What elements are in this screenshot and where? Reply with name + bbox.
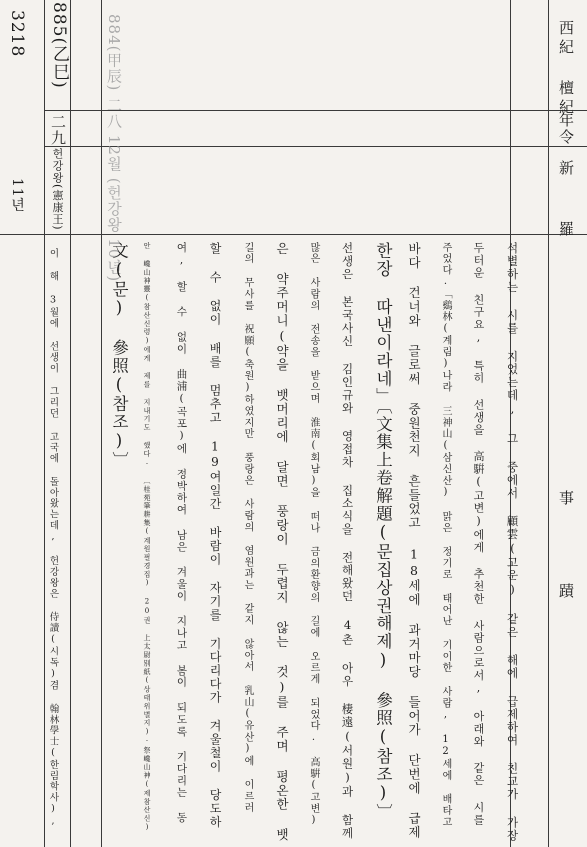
body-line: 은 약주머니(약을 뱃머리에 달면 풍랑이 두렵지 않는 것)를 주며 평온한 뱃 xyxy=(274,242,290,842)
reign-year: 11년 xyxy=(9,178,25,213)
kingdom-column-label: 新 羅 xyxy=(557,160,575,250)
column-divider xyxy=(44,0,45,847)
row-divider xyxy=(44,146,587,147)
body-line: 한장 따낸이라네」〔文集上卷解題(문집상권해제) 參照(참조)〕 xyxy=(373,242,393,822)
events-column-label: 事 蹟 xyxy=(557,490,575,628)
body-line: 여, 할 수 없이 曲浦(곡포)에 정박하여 남은 겨울이 지나고 봄이 되도록 기다리는 동 xyxy=(175,242,188,824)
age-column-label: 年令 xyxy=(557,112,575,146)
body-line: 이 해 3월에 선생이 그리던 고국에 돌아왔는데, 헌강왕은 侍讀(시독)겸 翰林學士(한림학사), xyxy=(47,248,59,828)
body-line: 文(문) 參照(참조)〕 xyxy=(109,242,129,470)
body-line: 안 巉山神靈(참산신령)에게 제를 지내기도 했다. 〔桂苑筆耕集(계원필경집) 20권 上太尉別紙(상태위별지)·祭巉山神(제참산신) xyxy=(143,242,151,833)
king-name: 헌강왕(憲康王) xyxy=(51,148,64,231)
body-line: 길의 무사를 祝願(축원)하였지만 풍랑은 사람의 염원과는 같지 않아서 乳山(유산)에 이르러 xyxy=(242,242,253,814)
body-line: 많은 사람의 전송을 받으며 淮南(회남)을 떠나 금의환향의 길에 오르게 되었다. 高騈(고변) xyxy=(308,242,319,827)
dangi-year: 3218 xyxy=(7,10,27,58)
body-line: 선생은 본국사신 김인규와 영접차 집소식을 전해왔던 4촌 아우 棲遠(서원)과 함께 xyxy=(340,242,355,840)
body-line: 석별하는 시를 지었는데, 그 중에서 顧雲(고운) 같은 해에 급제하여 친교가 가장 xyxy=(505,242,520,843)
faint-previous-entry: 884(甲辰) 二八 12월 (헌강왕 10년) xyxy=(105,14,123,283)
row-divider xyxy=(44,110,587,111)
column-divider xyxy=(548,0,549,847)
body-line: 두터운 친구요, 특히 선생을 高騈(고변)에게 추천한 사람으로서, 아래와 같은 시를 xyxy=(472,242,485,826)
year-column-label: 西紀 檀紀 xyxy=(557,20,575,118)
body-line: 할 수 없이 배를 멈추고 19여일간 바람이 자기를 기다리다가 겨울철이 당도하 xyxy=(208,242,222,829)
age: 二九 xyxy=(49,114,67,146)
western-year: 885(乙巳) xyxy=(49,2,69,89)
body-line: 주었다.「鷄林(계림)나라 三神山(삼신산) 맑은 정기로 태어난 기이한 사람, 12세에 배타고 xyxy=(440,242,451,828)
body-line: 바다 건너와 글로써 중원천지 흔들었고 18세에 과거마당 들어가 단번에 급제 xyxy=(406,242,422,840)
column-divider xyxy=(70,0,71,847)
row-divider xyxy=(0,234,587,235)
column-divider xyxy=(101,0,102,847)
